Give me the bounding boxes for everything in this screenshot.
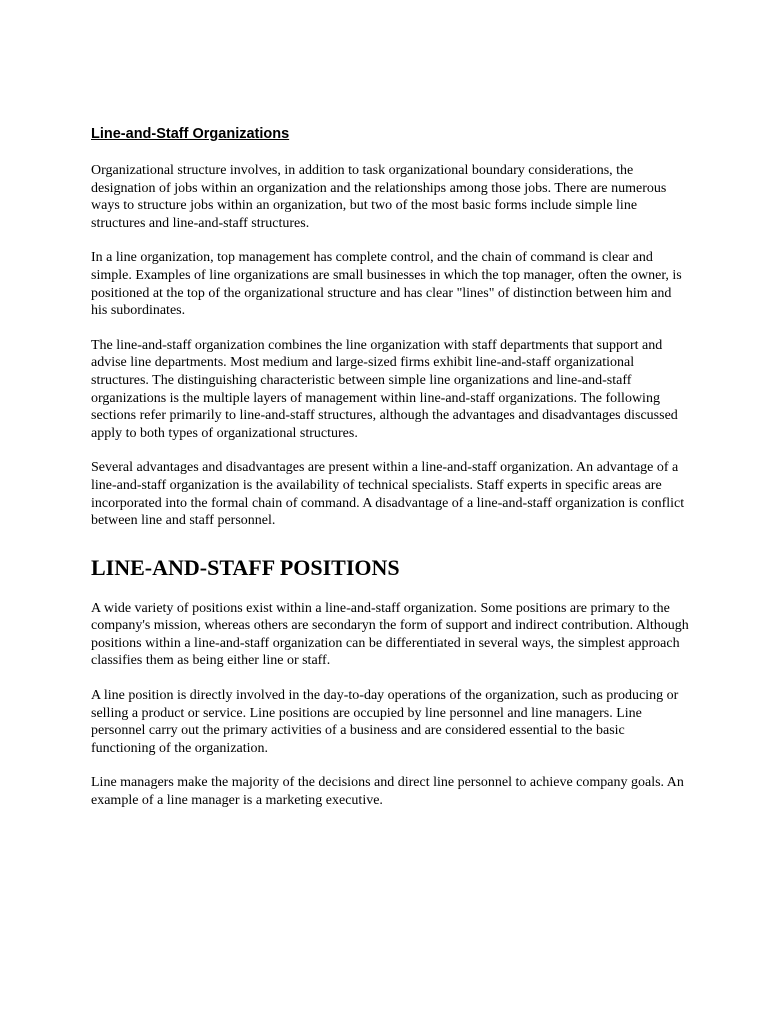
paragraph: Organizational structure involves, in addition to task organizational boundary considerations, the designation of jobs within an organization and the relationships among those jobs. There are numerous ways to structure jobs within an organization, but two of the most basic forms include simple line structures and line-and-staff structures. — [91, 163, 667, 231]
paragraph: The line-and-staff organization combines the line organization with staff departments that support and advise line departments. Most medium and large-sized firms exhibit line-and-staff organizational structures. The distinguishing characteristic between simple line organizations and line-and-staff organizations is the multiple layers of management within line-and-staff organizations. The following sections refer primarily to line-and-staff structures, although the advantages and disadvantages discussed apply to both types of organizational structures. — [91, 337, 678, 441]
paragraph: A line position is directly involved in the day-to-day operations of the organization, such as producing or selling a product or service. Line positions are occupied by line personnel and line managers. Line personnel carry out the primary activities of a business and are considered essential to the basic functioning of the organization. — [91, 688, 679, 756]
document-page — [91, 125, 691, 827]
paragraph: A wide variety of positions exist within a line-and-staff organization. Some positions are primary to the company's mission, whereas others are secondaryn the form of support and indirect contribution. Although positions within a line-and-staff organization can be differentiated in several ways, the simplest approach classifies them as being either line or staff. — [91, 600, 689, 669]
paragraph: Several advantages and disadvantages are present within a line-and-staff organization. An advantage of a line-and-staff organization is the availability of technical specialists. Staff experts in specific areas are incorporated into the formal chain of command. A disadvantage of a line-and-staff organization is conflict between line and staff personnel. — [91, 460, 685, 529]
paragraph: Line managers make the majority of the decisions and direct line personnel to achieve company goals. An example of a line manager is a marketing executive. — [91, 775, 684, 809]
paragraph: In a line organization, top management has complete control, and the chain of command is clear and simple. Examples of line organizations are small businesses in which the top manager, often the owner, is positioned at the top of the organizational structure and has clear "lines" of distinction between him and his subordinates. — [91, 250, 682, 319]
section-title-line-and-staff-organizations: Line-and-Staff Organizations — [91, 126, 290, 142]
section-title-line-and-staff-positions: LINE-AND-STAFF POSITIONS — [91, 554, 400, 580]
